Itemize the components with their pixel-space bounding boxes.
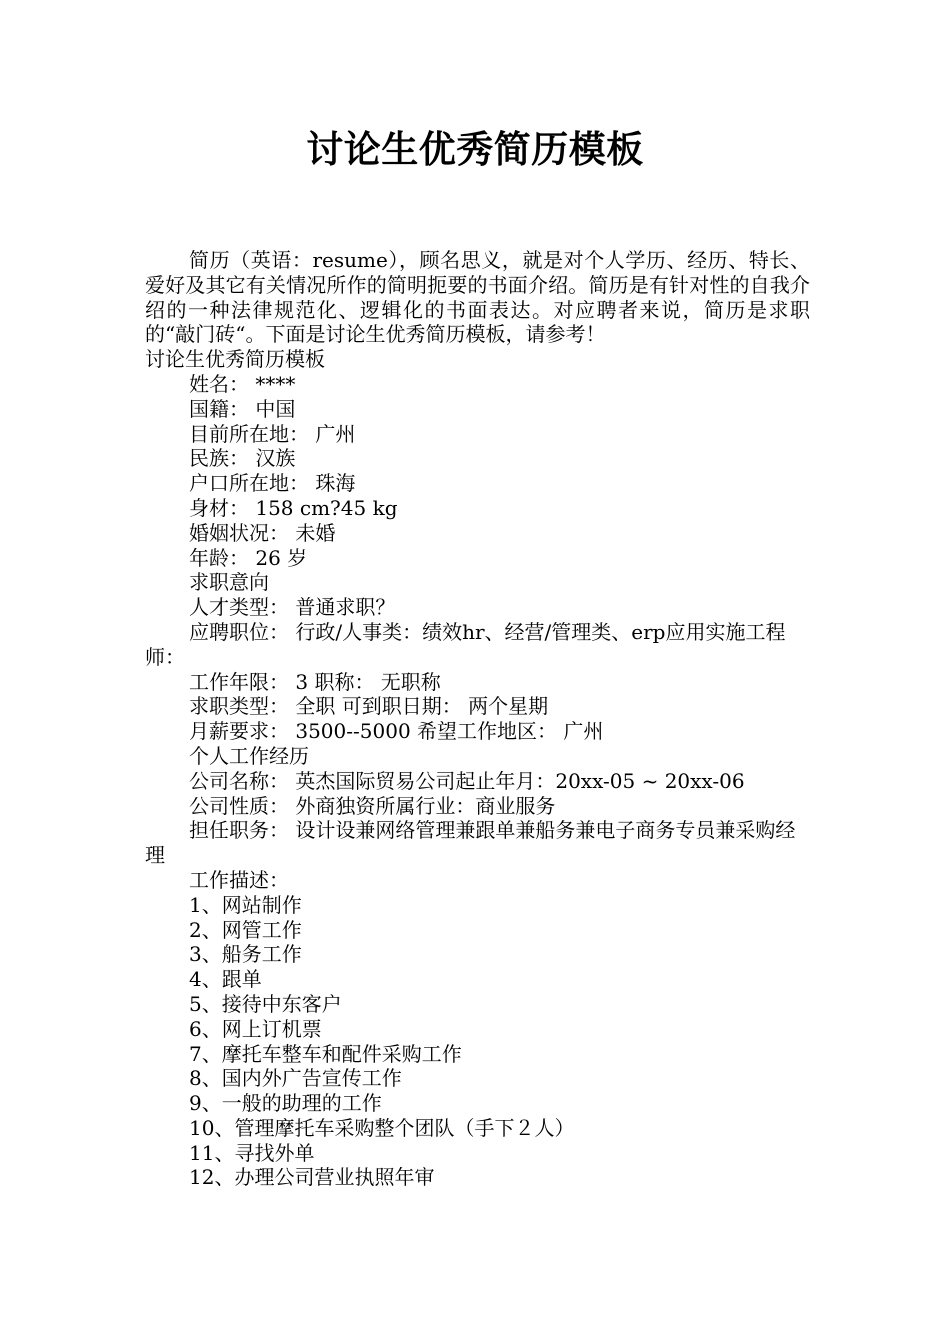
- list-item: 5、接待中东客户: [189, 991, 342, 1016]
- list-item: 8、国内外广告宣传工作: [189, 1066, 402, 1091]
- field-age: 年龄： 26 岁: [189, 545, 308, 570]
- field-ethnicity: 民族： 汉族: [189, 446, 296, 471]
- intro-paragraph: 简历（英语：resume），顾名思义，就是对个人学历、经历、特长、爱好及其它有关情况所作的简明扼要的书面介绍。简历是有针对性的自我介绍的一种法律规范化、逻辑化的书面表达。对应聘者来说，简历是求职的“敲门砖“。下面是讨论生优秀简历模板，请参考！: [145, 248, 810, 347]
- field-job-type: 求职类型： 全职 可到职日期： 两个星期: [189, 694, 549, 719]
- field-work-years: 工作年限： 3 职称： 无职称: [189, 669, 441, 694]
- list-item: 10、管理摩托车采购整个团队（手下２人）: [189, 1115, 575, 1140]
- page-title: 讨论生优秀简历模板: [306, 128, 644, 171]
- field-marital-status: 婚姻状况： 未婚: [189, 520, 336, 545]
- field-height-weight: 身材： 158 cm?45 kg: [189, 495, 398, 520]
- section-job-intention: 求职意向: [189, 570, 269, 595]
- list-item: 3、船务工作: [189, 942, 302, 967]
- list-item: 6、网上订机票: [189, 1016, 322, 1041]
- list-item: 4、跟单: [189, 967, 262, 992]
- field-applied-position: 应聘职位： 行政/人事类：绩效hr、经营/管理类、erp应用实施工程师：: [145, 619, 786, 669]
- document-body: [145, 248, 810, 1190]
- list-item: 1、网站制作: [189, 892, 302, 917]
- field-company-nature: 公司性质： 外商独资所属行业：商业服务: [189, 793, 556, 818]
- list-item: 2、网管工作: [189, 917, 302, 942]
- field-hukou: 户口所在地： 珠海: [189, 471, 356, 496]
- field-salary: 月薪要求： 3500--5000 希望工作地区： 广州: [189, 719, 604, 744]
- list-item: 9、一般的助理的工作: [189, 1091, 382, 1116]
- field-talent-type: 人才类型： 普通求职？: [189, 595, 396, 620]
- list-item: 7、摩托车整车和配件采购工作: [189, 1041, 462, 1066]
- field-job-description: 工作描述：: [189, 867, 289, 892]
- field-current-location: 目前所在地： 广州: [189, 421, 356, 446]
- section-subtitle: 讨论生优秀简历模板: [145, 347, 325, 372]
- list-item: 12、办理公司营业执照年审: [189, 1165, 435, 1190]
- section-work-experience: 个人工作经历: [189, 743, 309, 768]
- field-name: 姓名： ****: [189, 371, 296, 396]
- field-company-name: 公司名称： 英杰国际贸易公司起止年月：20xx-05 ~ 20xx-06: [189, 768, 745, 793]
- field-nationality: 国籍： 中国: [189, 396, 296, 421]
- field-position-held: 担任职务： 设计设兼网络管理兼跟单兼船务兼电子商务专员兼采购经理: [145, 818, 796, 868]
- list-item: 11、寻找外单: [189, 1140, 315, 1165]
